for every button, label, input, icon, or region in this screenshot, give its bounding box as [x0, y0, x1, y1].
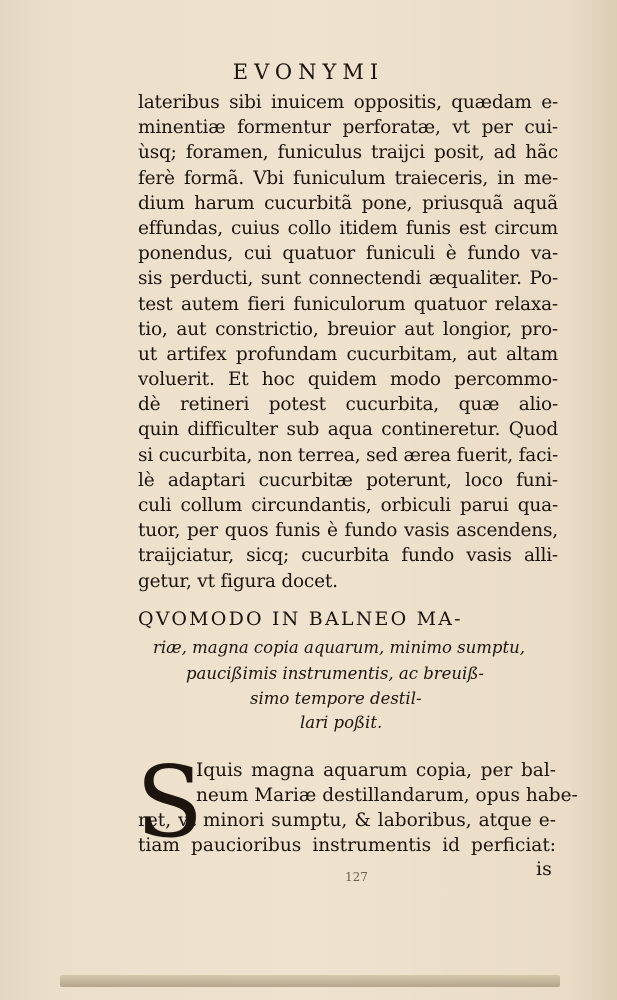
text-line: tiam paucioribus instrumentis id perficiat:: [138, 835, 556, 857]
chapter-title: QVOMODO IN BALNEO MA-: [138, 608, 463, 630]
signature-mark: 127: [345, 870, 368, 884]
text-line: lè adaptari cucurbitæ poterunt, loco funi-: [138, 469, 558, 491]
text-line: test autem fieri funiculorum quatuor relaxa-: [138, 293, 558, 315]
subtitle-line: lari poßit.: [300, 713, 383, 732]
page-edge-shadow: [60, 975, 560, 987]
running-head: EVONYMI: [232, 60, 385, 84]
paragraph-2: [196, 758, 578, 808]
text-line: ùsq; foramen, funiculus traijci posit, ad hãc: [138, 142, 558, 164]
drop-cap: S: [136, 746, 204, 860]
text-line: effundas, cuius collo itidem funis est circum: [138, 217, 558, 239]
text-line: quin difficulter sub aqua contineretur. Quod: [138, 419, 558, 441]
text-line: ponendus, cui quatuor funiculi è fundo va-: [138, 243, 558, 265]
text-line: tio, aut constrictio, breuior aut longior, pro-: [138, 318, 558, 340]
paragraph-1: [138, 90, 558, 594]
text-line: voluerit. Et hoc quidem modo percommo-: [138, 369, 558, 391]
text-line: ut artifex profundam cucurbitam, aut altam: [138, 343, 558, 365]
paragraph-2-cont: [138, 808, 556, 858]
text-line: dium harum cucurbitã pone, priusquã aquã: [138, 192, 558, 214]
text-line: minentiæ formentur perforatæ, vt per cui-: [138, 117, 558, 139]
text-line: ret, vt minori sumptu, & laboribus, atque e-: [138, 810, 556, 831]
text-line: lateribus sibi inuicem oppositis, quædam e-: [138, 92, 558, 113]
text-line: culi collum circundantis, orbiculi parui qua-: [138, 495, 558, 516]
text-line: ferè formã. Vbi funiculum traieceris, in me-: [138, 167, 558, 189]
subtitle-line: paucißimis instrumentis, ac breuiß-: [186, 664, 484, 683]
catchword: is: [536, 858, 552, 880]
text-line: Iquis magna aquarum copia, per bal-: [196, 760, 556, 781]
text-line: tuor, per quos funis è fundo vasis ascendens,: [138, 520, 558, 542]
text-line: sis perducti, sunt connectendi æqualiter. Po-: [138, 268, 558, 290]
text-line: neum Mariæ destillandarum, opus habe-: [196, 785, 578, 807]
text-line: dè retineri potest cucurbita, quæ alio-: [138, 394, 558, 416]
subtitle-line: simo tempore destil-: [250, 689, 422, 708]
text-line: si cucurbita, non terrea, sed ærea fuerit, faci-: [138, 444, 559, 466]
subtitle-line: riæ, magna copia aquarum, minimo sumptu,: [153, 638, 525, 657]
text-line: traijciatur, sicq; cucurbita fundo vasis alli-: [138, 545, 558, 567]
text-line: getur, vt figura docet.: [138, 570, 338, 592]
